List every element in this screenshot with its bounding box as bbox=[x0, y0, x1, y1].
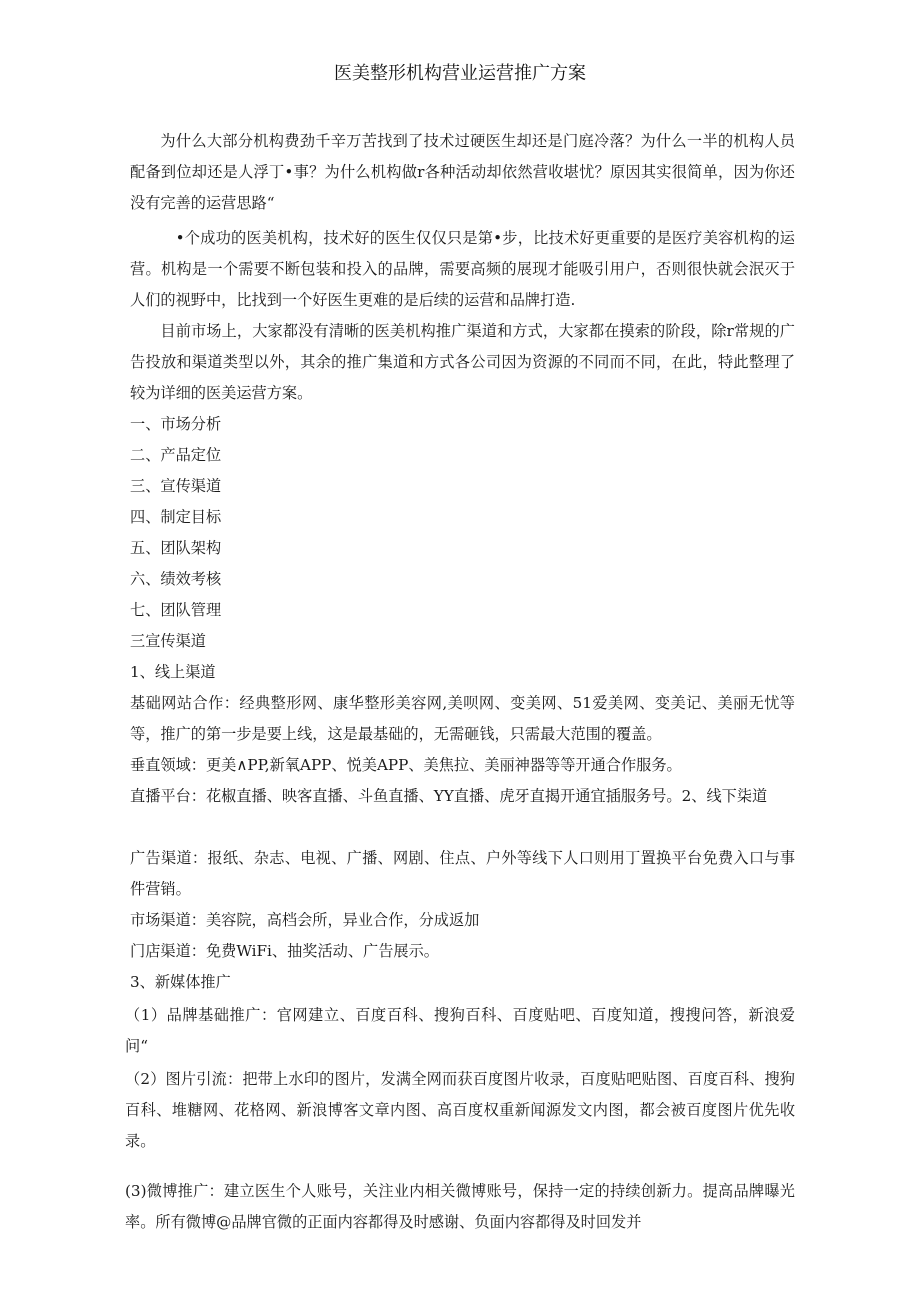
outline-item: 五、团队架构 bbox=[130, 539, 222, 557]
page-title: 医美整形机构营业运营推广方案 bbox=[334, 63, 586, 84]
intro-paragraph-2: •个成功的医美机构，技术好的医生仅仅只是第•步，比技术好更重要的是医疗美容机构的运营。机构是一个需要不断包装和投入的品牌，需要高频的展现才能吸引用户，否则很快就会泯灭于人们的视野中，比找到一个好医生更难的是后续的运营和品牌打造. bbox=[130, 229, 795, 309]
new-media-brand: （1）品牌基础推广：官网建立、百度百科、搜狗百科、百度贴吧、百度知道，搜搜问答，新浪爱问“ bbox=[125, 1006, 795, 1055]
online-channel-vertical: 垂直领域：更美∧PP,新氧APP、悦美APP、美焦拉、美丽神器等等开通合作服务。 bbox=[130, 756, 682, 774]
intro-paragraph-3: 目前市场上，大家都没有清晰的医美机构推广渠道和方式，大家都在摸索的阶段，除r常规的广告投放和渠道类型以外，其余的推广集道和方式各公司因为资源的不同而不同，在此，特此整理了较为详细的医美运营方案。 bbox=[130, 322, 795, 402]
section-heading: 三宣传渠道 bbox=[130, 632, 206, 650]
outline-item: 四、制定目标 bbox=[130, 508, 222, 526]
offline-channel-store: 门店渠道：免费WiFi、抽奖活动、广告展示。 bbox=[130, 942, 439, 960]
outline-item: 二、产品定位 bbox=[130, 446, 222, 464]
outline-item: 六、绩效考核 bbox=[130, 570, 222, 588]
outline-item: 一、市场分析 bbox=[130, 415, 222, 433]
intro-paragraph-1: 为什么大部分机构费劲千辛万苦找到了技术过硬医生却还是门庭冷落？为什么一半的机构人员配备到位却还是人浮丁•事？为什么机构做r各种活动却依然营收堪忧？原因其实很简单，因为你还没有完善的运营思路“ bbox=[130, 132, 795, 212]
offline-channel-ads: 广告渠道：报纸、杂志、电视、广播、网剧、住点、户外等线下人口则用丁置换平台免费入口与事件营销。 bbox=[130, 849, 795, 898]
offline-channel-market: 市场渠道：美容院，高档会所，异业合作，分成返加 bbox=[130, 911, 480, 929]
online-channels-heading: 1、线上渠道 bbox=[130, 663, 216, 681]
online-channel-live: 直播平台：花椒直播、映客直播、斗鱼直播、YY直播、虎牙直揭开通宜插服务号。2、线下柒道 bbox=[130, 787, 768, 805]
outline-item: 三、宣传渠道 bbox=[130, 477, 222, 495]
new-media-heading: 3、新媒体推广 bbox=[130, 973, 231, 991]
new-media-images: （2）图片引流：把带上水印的图片，发满全网而获百度图片收录，百度贴吧贴图、百度百科、搜狗百科、堆糖网、花格网、新浪博客文章内图、高百度权重新闻源发文内图，都会被百度图片优先收录。 bbox=[125, 1070, 795, 1150]
outline-item: 七、团队管理 bbox=[130, 601, 222, 619]
online-channel-websites: 基础网站合作：经典整形网、康华整形美容网,美呗网、变美网、51爱美网、变美记、美丽无忧等等，推广的第一步是要上线，这是最基础的，无需砸钱，只需最大范围的覆盖。 bbox=[130, 694, 795, 743]
new-media-weibo: (3)微博推广：建立医生个人账号，关注业内相关微博账号，保持一定的持续创新力。提高品牌曝光率。所有微博@品牌官微的正面内容都得及时感谢、负面内容都得及时回发并 bbox=[125, 1182, 795, 1231]
